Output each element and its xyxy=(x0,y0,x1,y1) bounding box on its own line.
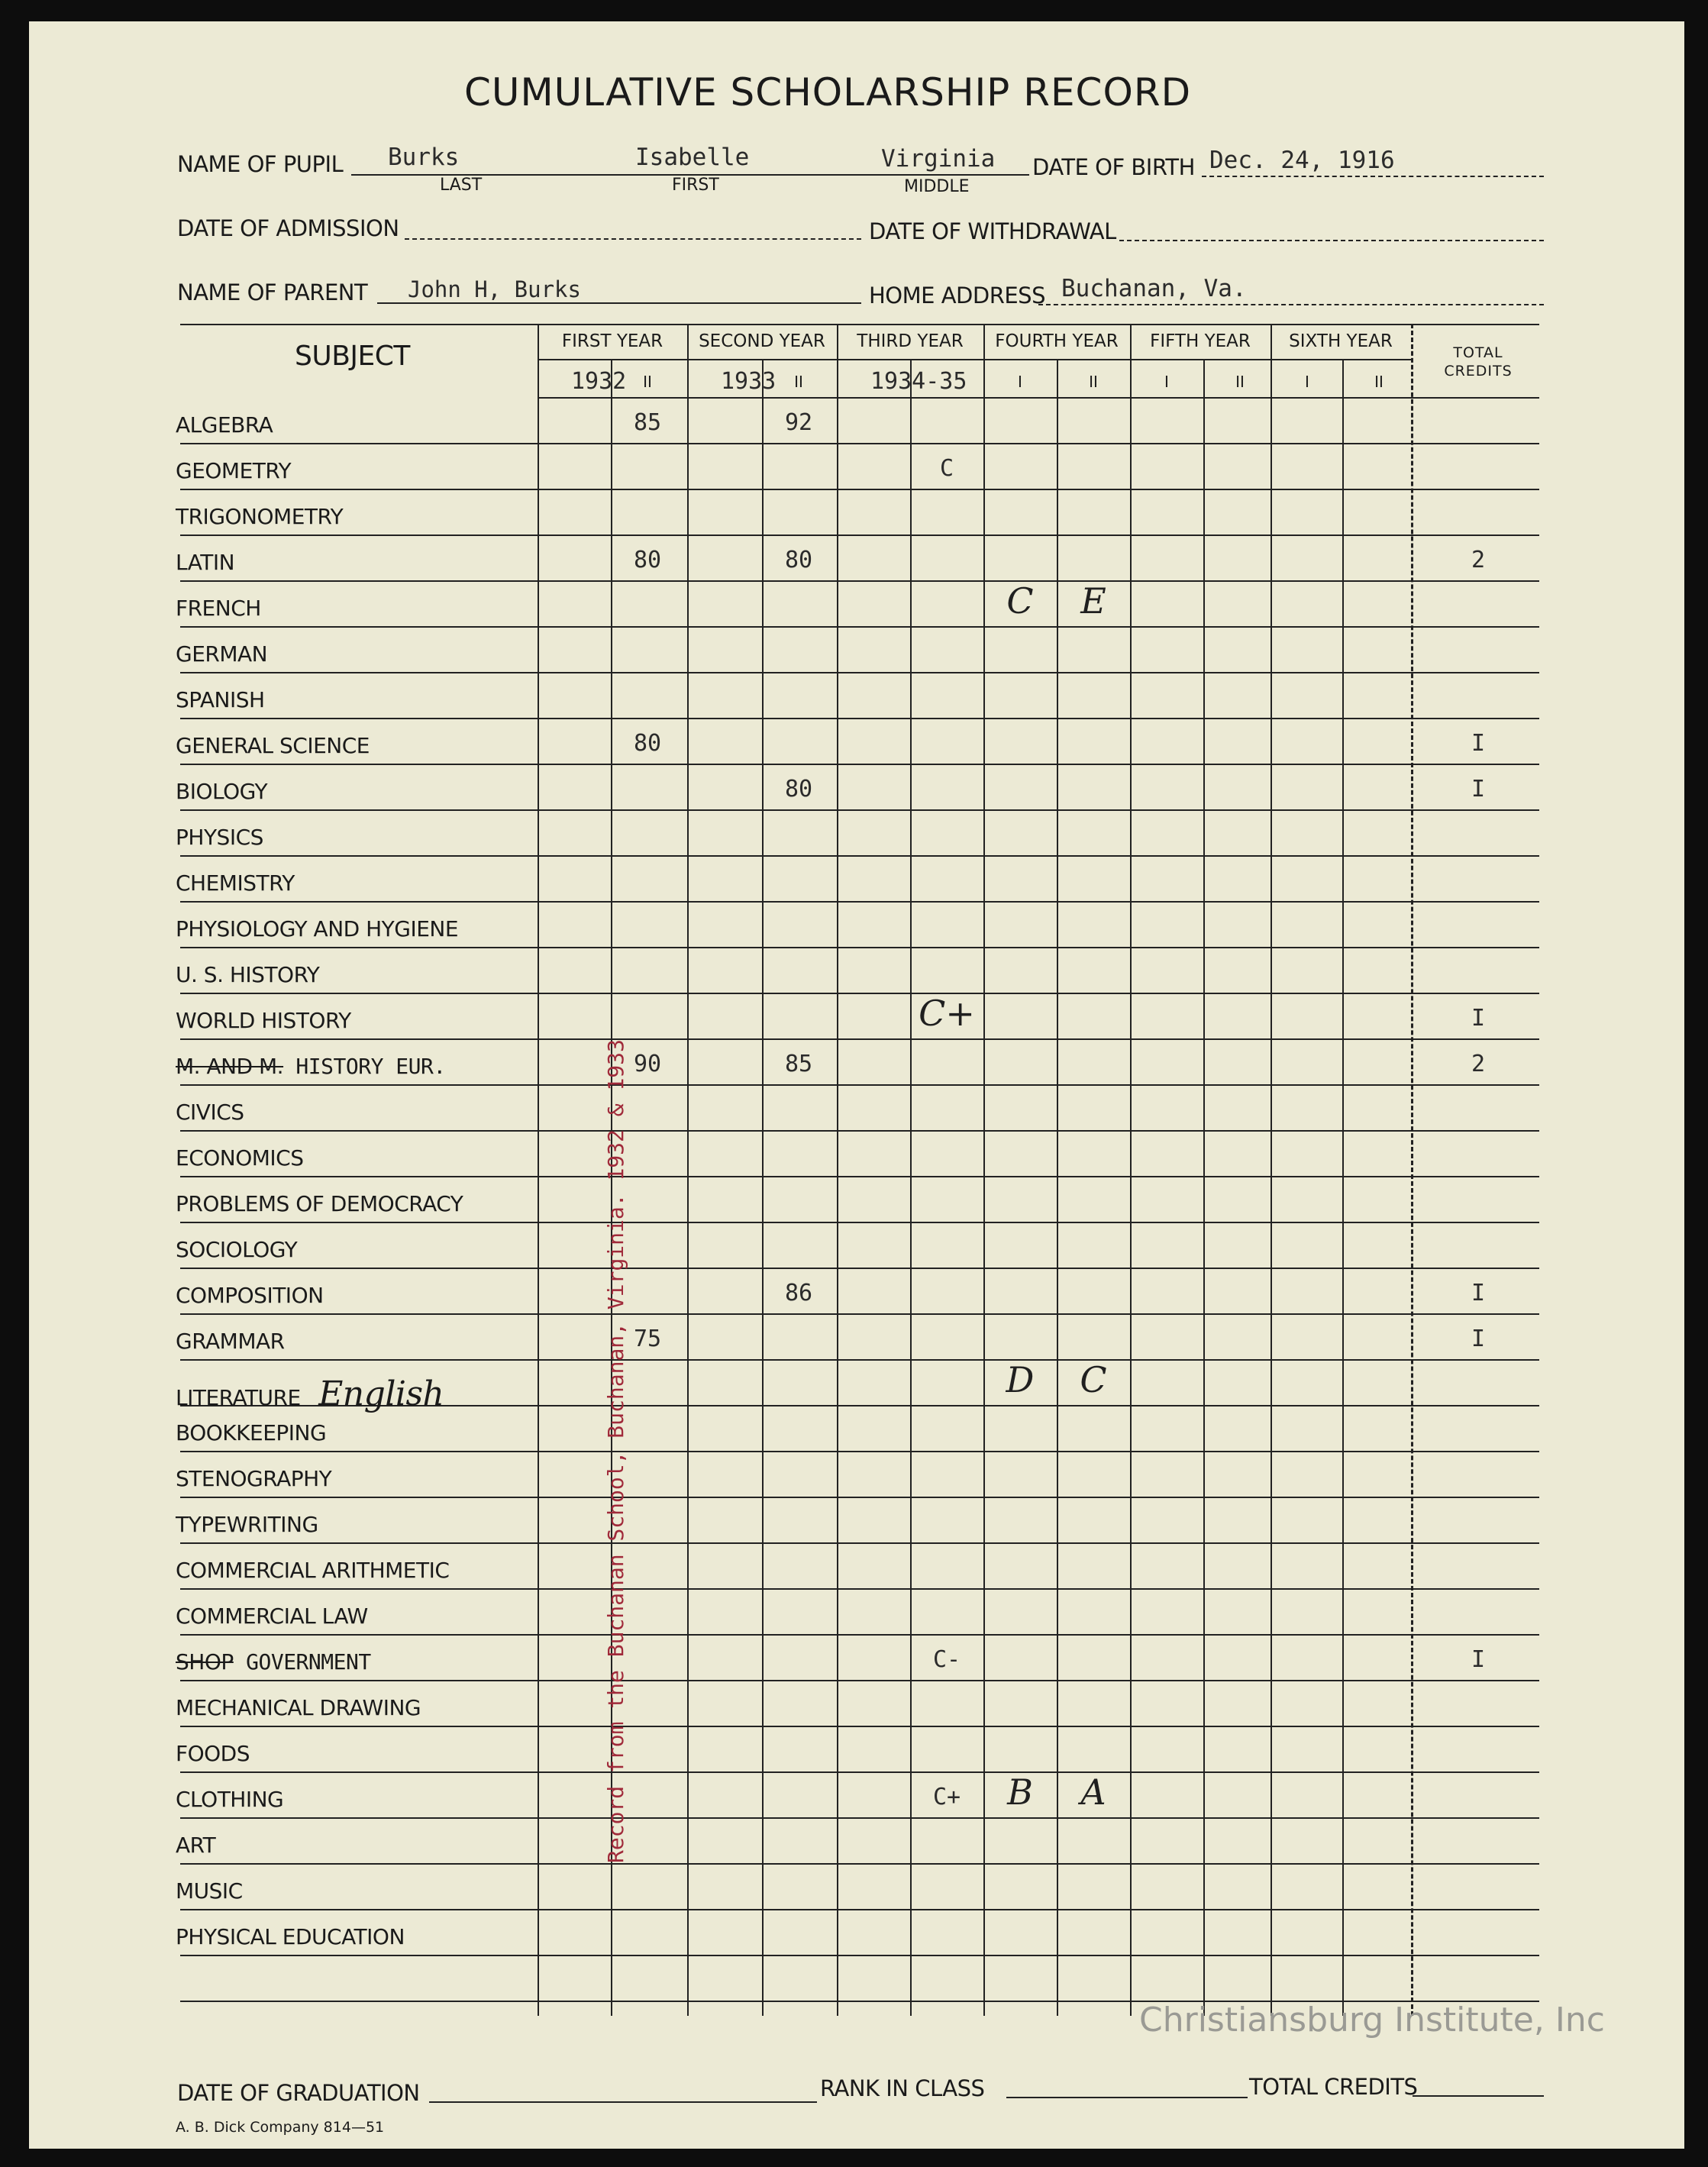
subject-label: CLOTHING xyxy=(176,1787,284,1812)
semester-header: II xyxy=(1089,373,1098,391)
handwritten-grade: B xyxy=(1007,1771,1033,1813)
name-of-parent-label: NAME OF PARENT xyxy=(177,279,368,305)
subject-name xyxy=(176,733,370,758)
subject-name xyxy=(176,1649,371,1674)
credits-divider xyxy=(1411,324,1413,2016)
handwritten-grade: C+ xyxy=(919,993,975,1034)
table-row xyxy=(180,809,1539,811)
table-row xyxy=(180,1817,1539,1819)
pupil-last-name: Burks xyxy=(388,144,460,171)
date-of-graduation-label: DATE OF GRADUATION xyxy=(177,2080,420,2106)
grade-cell: C- xyxy=(932,1646,961,1673)
graduation-line xyxy=(429,2101,817,2103)
table-row xyxy=(180,443,1539,444)
subject-label: SPANISH xyxy=(176,687,265,712)
grid-top-rule xyxy=(180,324,1539,325)
middle-caption: MIDDLE xyxy=(904,177,970,196)
table-row xyxy=(180,489,1539,490)
date-of-birth-value: Dec. 24, 1916 xyxy=(1209,147,1395,174)
grade-cell: C xyxy=(939,455,954,482)
subject-name xyxy=(176,1512,318,1537)
subject-name xyxy=(176,1374,444,1413)
subject-label: PHYSIOLOGY AND HYGIENE xyxy=(176,916,459,941)
year-header: FIRST YEAR xyxy=(561,331,664,351)
subject-header: SUBJECT xyxy=(295,341,410,372)
table-row xyxy=(180,1176,1539,1177)
table-row xyxy=(180,1038,1539,1040)
grid-column-rule xyxy=(983,324,985,2016)
subject-label-typed: GOVERNMENT xyxy=(233,1649,371,1674)
subject-name xyxy=(176,1466,331,1491)
subject-label: COMPOSITION xyxy=(176,1283,324,1308)
grid-year-rule xyxy=(538,359,1411,360)
table-row xyxy=(180,1130,1539,1132)
address-line xyxy=(1038,304,1544,305)
total-credit-cell: I xyxy=(1471,1646,1486,1673)
subject-name xyxy=(176,1283,324,1308)
grid-column-rule xyxy=(1342,359,1344,2016)
subject-name xyxy=(176,1145,304,1171)
table-row xyxy=(180,1451,1539,1452)
total-credit-cell: I xyxy=(1471,1280,1486,1306)
watermark: Christiansburg Institute, Inc xyxy=(1139,2001,1605,2039)
table-row xyxy=(180,1680,1539,1681)
table-row xyxy=(180,1359,1539,1361)
grid-column-rule xyxy=(1130,324,1132,2016)
name-of-pupil-label: NAME OF PUPIL xyxy=(177,151,344,177)
subject-label: WORLD HISTORY xyxy=(176,1008,351,1033)
subject-name xyxy=(176,1237,297,1262)
printer-imprint: A. B. Dick Company 814—51 xyxy=(176,2119,385,2136)
subject-label: CHEMISTRY xyxy=(176,870,295,896)
subject-name xyxy=(176,1329,285,1354)
pupil-middle-name: Virginia xyxy=(881,145,996,173)
semester-header: I xyxy=(1305,373,1309,391)
year-header: FOURTH YEAR xyxy=(995,331,1119,351)
subject-label: GEOMETRY xyxy=(176,458,292,483)
grid-column-rule xyxy=(1271,324,1272,2016)
table-row xyxy=(180,993,1539,994)
subject-label: SOCIOLOGY xyxy=(176,1237,298,1262)
subject-name xyxy=(176,1420,326,1445)
subject-name xyxy=(176,779,267,804)
subject-label: MUSIC xyxy=(176,1878,243,1904)
handwritten-grade: A xyxy=(1080,1771,1106,1813)
subject-label: MECHANICAL DRAWING xyxy=(176,1695,421,1720)
grid-column-rule xyxy=(762,359,764,2016)
grid-column-rule xyxy=(837,324,838,2016)
subject-name xyxy=(176,412,273,438)
table-row xyxy=(180,718,1539,719)
table-row xyxy=(180,947,1539,948)
grid-column-rule xyxy=(910,359,912,2016)
first-caption: FIRST xyxy=(672,176,719,195)
subject-name xyxy=(176,687,265,712)
total-credits-line xyxy=(1413,2095,1544,2097)
subject-label: LITERATURE xyxy=(176,1385,301,1410)
table-row xyxy=(180,1222,1539,1223)
subject-name xyxy=(176,1787,283,1812)
handwritten-grade: D xyxy=(1006,1359,1035,1400)
total-credit-cell: I xyxy=(1471,730,1486,757)
table-row xyxy=(180,1268,1539,1269)
table-row xyxy=(180,901,1539,903)
grade-cell: 85 xyxy=(633,409,662,436)
withdrawal-line xyxy=(1119,240,1544,241)
table-row xyxy=(180,672,1539,673)
page-title: CUMULATIVE SCHOLARSHIP RECORD xyxy=(464,70,1192,115)
pupil-first-name: Isabelle xyxy=(635,144,750,171)
last-caption: LAST xyxy=(440,176,483,195)
subject-label-typed: HISTORY EUR. xyxy=(283,1054,446,1079)
table-row xyxy=(180,580,1539,582)
subject-name xyxy=(176,596,261,621)
subject-name xyxy=(176,1924,405,1949)
table-row xyxy=(180,1726,1539,1727)
subject-name xyxy=(176,1008,351,1033)
total-credit-cell: I xyxy=(1471,1005,1486,1032)
subject-label: ART xyxy=(176,1833,216,1858)
subject-label: GERMAN xyxy=(176,641,268,667)
semester-header: I xyxy=(1164,373,1169,391)
subject-label: ECONOMICS xyxy=(176,1145,304,1171)
subject-name xyxy=(176,1558,449,1583)
subject-label: TRIGONOMETRY xyxy=(176,504,344,529)
total-credit-cell: I xyxy=(1471,776,1486,803)
table-row xyxy=(180,1588,1539,1590)
subject-name xyxy=(176,1741,250,1766)
table-row xyxy=(180,626,1539,628)
year-value: 1932 xyxy=(571,368,627,395)
table-row xyxy=(180,764,1539,765)
grid-column-rule xyxy=(687,324,689,2016)
table-row xyxy=(180,1634,1539,1636)
rank-line xyxy=(1006,2097,1248,2098)
subject-label: M. AND M. xyxy=(176,1054,284,1079)
parent-line xyxy=(377,302,861,304)
year-header: THIRD YEAR xyxy=(857,331,964,351)
subject-name xyxy=(176,504,343,529)
grade-cell: C+ xyxy=(932,1784,961,1810)
total-credit-cell: 2 xyxy=(1471,1051,1486,1077)
grade-cell: 75 xyxy=(633,1326,662,1352)
admission-line xyxy=(405,238,861,240)
subject-label: SHOP xyxy=(176,1649,234,1674)
subject-label: TYPEWRITING xyxy=(176,1512,318,1537)
subject-name xyxy=(176,870,295,896)
subject-name xyxy=(176,550,234,575)
date-of-withdrawal-label: DATE OF WITHDRAWAL xyxy=(869,218,1116,244)
subject-name xyxy=(176,1191,463,1216)
subject-name xyxy=(176,641,267,667)
subject-name xyxy=(176,1100,244,1125)
total-credit-cell: I xyxy=(1471,1326,1486,1352)
grade-cell: 80 xyxy=(633,547,662,573)
school-record-stamp: Record from the Buchanan School, Buchanan, Virginia. 1932 & 1933 xyxy=(603,1039,628,1863)
grade-cell: 86 xyxy=(784,1280,813,1306)
home-address-label: HOME ADDRESS xyxy=(869,283,1045,308)
semester-header: II xyxy=(794,373,803,391)
semester-header: II xyxy=(1235,373,1245,391)
semester-header: II xyxy=(1374,373,1384,391)
home-address-value: Buchanan, Va. xyxy=(1061,275,1247,302)
year-value: 1933 xyxy=(721,368,777,395)
total-credit-cell: 2 xyxy=(1471,547,1486,573)
subject-label: PHYSICS xyxy=(176,825,263,850)
grid-column-rule xyxy=(1203,359,1205,2016)
dob-line xyxy=(1202,176,1544,177)
table-row xyxy=(180,534,1539,536)
table-row xyxy=(180,1084,1539,1086)
subject-name xyxy=(176,1833,215,1858)
subject-label: FRENCH xyxy=(176,596,261,621)
subject-name xyxy=(176,916,458,941)
table-row xyxy=(180,1771,1539,1773)
date-of-admission-label: DATE OF ADMISSION xyxy=(177,215,399,241)
rank-in-class-label: RANK IN CLASS xyxy=(820,2075,985,2101)
table-row xyxy=(180,1313,1539,1315)
subject-label: BOOKKEEPING xyxy=(176,1420,327,1445)
subject-label: GRAMMAR xyxy=(176,1329,285,1354)
table-row xyxy=(180,855,1539,857)
total-credits-label: TOTAL CREDITS xyxy=(1249,2074,1418,2100)
total-credits-header: TOTAL CREDITS xyxy=(1444,344,1513,379)
semester-header: II xyxy=(643,373,652,391)
handwritten-grade: C xyxy=(1080,1359,1107,1400)
subject-label: U. S. HISTORY xyxy=(176,962,320,987)
year-header: SIXTH YEAR xyxy=(1289,331,1393,351)
grade-cell: 92 xyxy=(784,409,813,436)
subject-name xyxy=(176,1054,446,1079)
subject-label: LATIN xyxy=(176,550,235,575)
table-row xyxy=(180,1909,1539,1910)
handwritten-grade: E xyxy=(1080,580,1106,622)
parent-name-value: John H, Burks xyxy=(408,276,581,302)
grade-cell: 80 xyxy=(784,547,813,573)
subject-label: GENERAL SCIENCE xyxy=(176,733,370,758)
subject-name xyxy=(176,1878,243,1904)
year-header: SECOND YEAR xyxy=(699,331,825,351)
grade-cell: 85 xyxy=(784,1051,813,1077)
year-header: FIFTH YEAR xyxy=(1150,331,1251,351)
subject-name xyxy=(176,1695,421,1720)
grade-cell: 90 xyxy=(633,1051,662,1077)
table-row xyxy=(180,1955,1539,1956)
handwritten-grade: C xyxy=(1006,580,1034,622)
subject-label: STENOGRAPHY xyxy=(176,1466,332,1491)
subject-label: CIVICS xyxy=(176,1100,244,1125)
subject-label: ALGEBRA xyxy=(176,412,273,438)
subject-name xyxy=(176,825,263,850)
table-row xyxy=(180,1497,1539,1498)
date-of-birth-label: DATE OF BIRTH xyxy=(1032,154,1195,180)
subject-name xyxy=(176,458,291,483)
subject-name xyxy=(176,1603,368,1629)
subject-label-handwritten: English xyxy=(308,1374,444,1413)
subject-label: PROBLEMS OF DEMOCRACY xyxy=(176,1191,463,1216)
subject-name xyxy=(176,962,319,987)
grade-cell: 80 xyxy=(633,730,662,757)
semester-header: I xyxy=(1018,373,1022,391)
grid-column-rule xyxy=(538,324,539,2016)
subject-label: COMMERCIAL LAW xyxy=(176,1603,368,1629)
subject-label: COMMERCIAL ARITHMETIC xyxy=(176,1558,450,1583)
table-row xyxy=(180,1542,1539,1544)
subject-label: BIOLOGY xyxy=(176,779,268,804)
table-row xyxy=(180,1863,1539,1865)
grade-cell: 80 xyxy=(784,776,813,803)
year-value: 1934-35 xyxy=(870,368,967,395)
subject-label: FOODS xyxy=(176,1741,250,1766)
subject-label: PHYSICAL EDUCATION xyxy=(176,1924,405,1949)
